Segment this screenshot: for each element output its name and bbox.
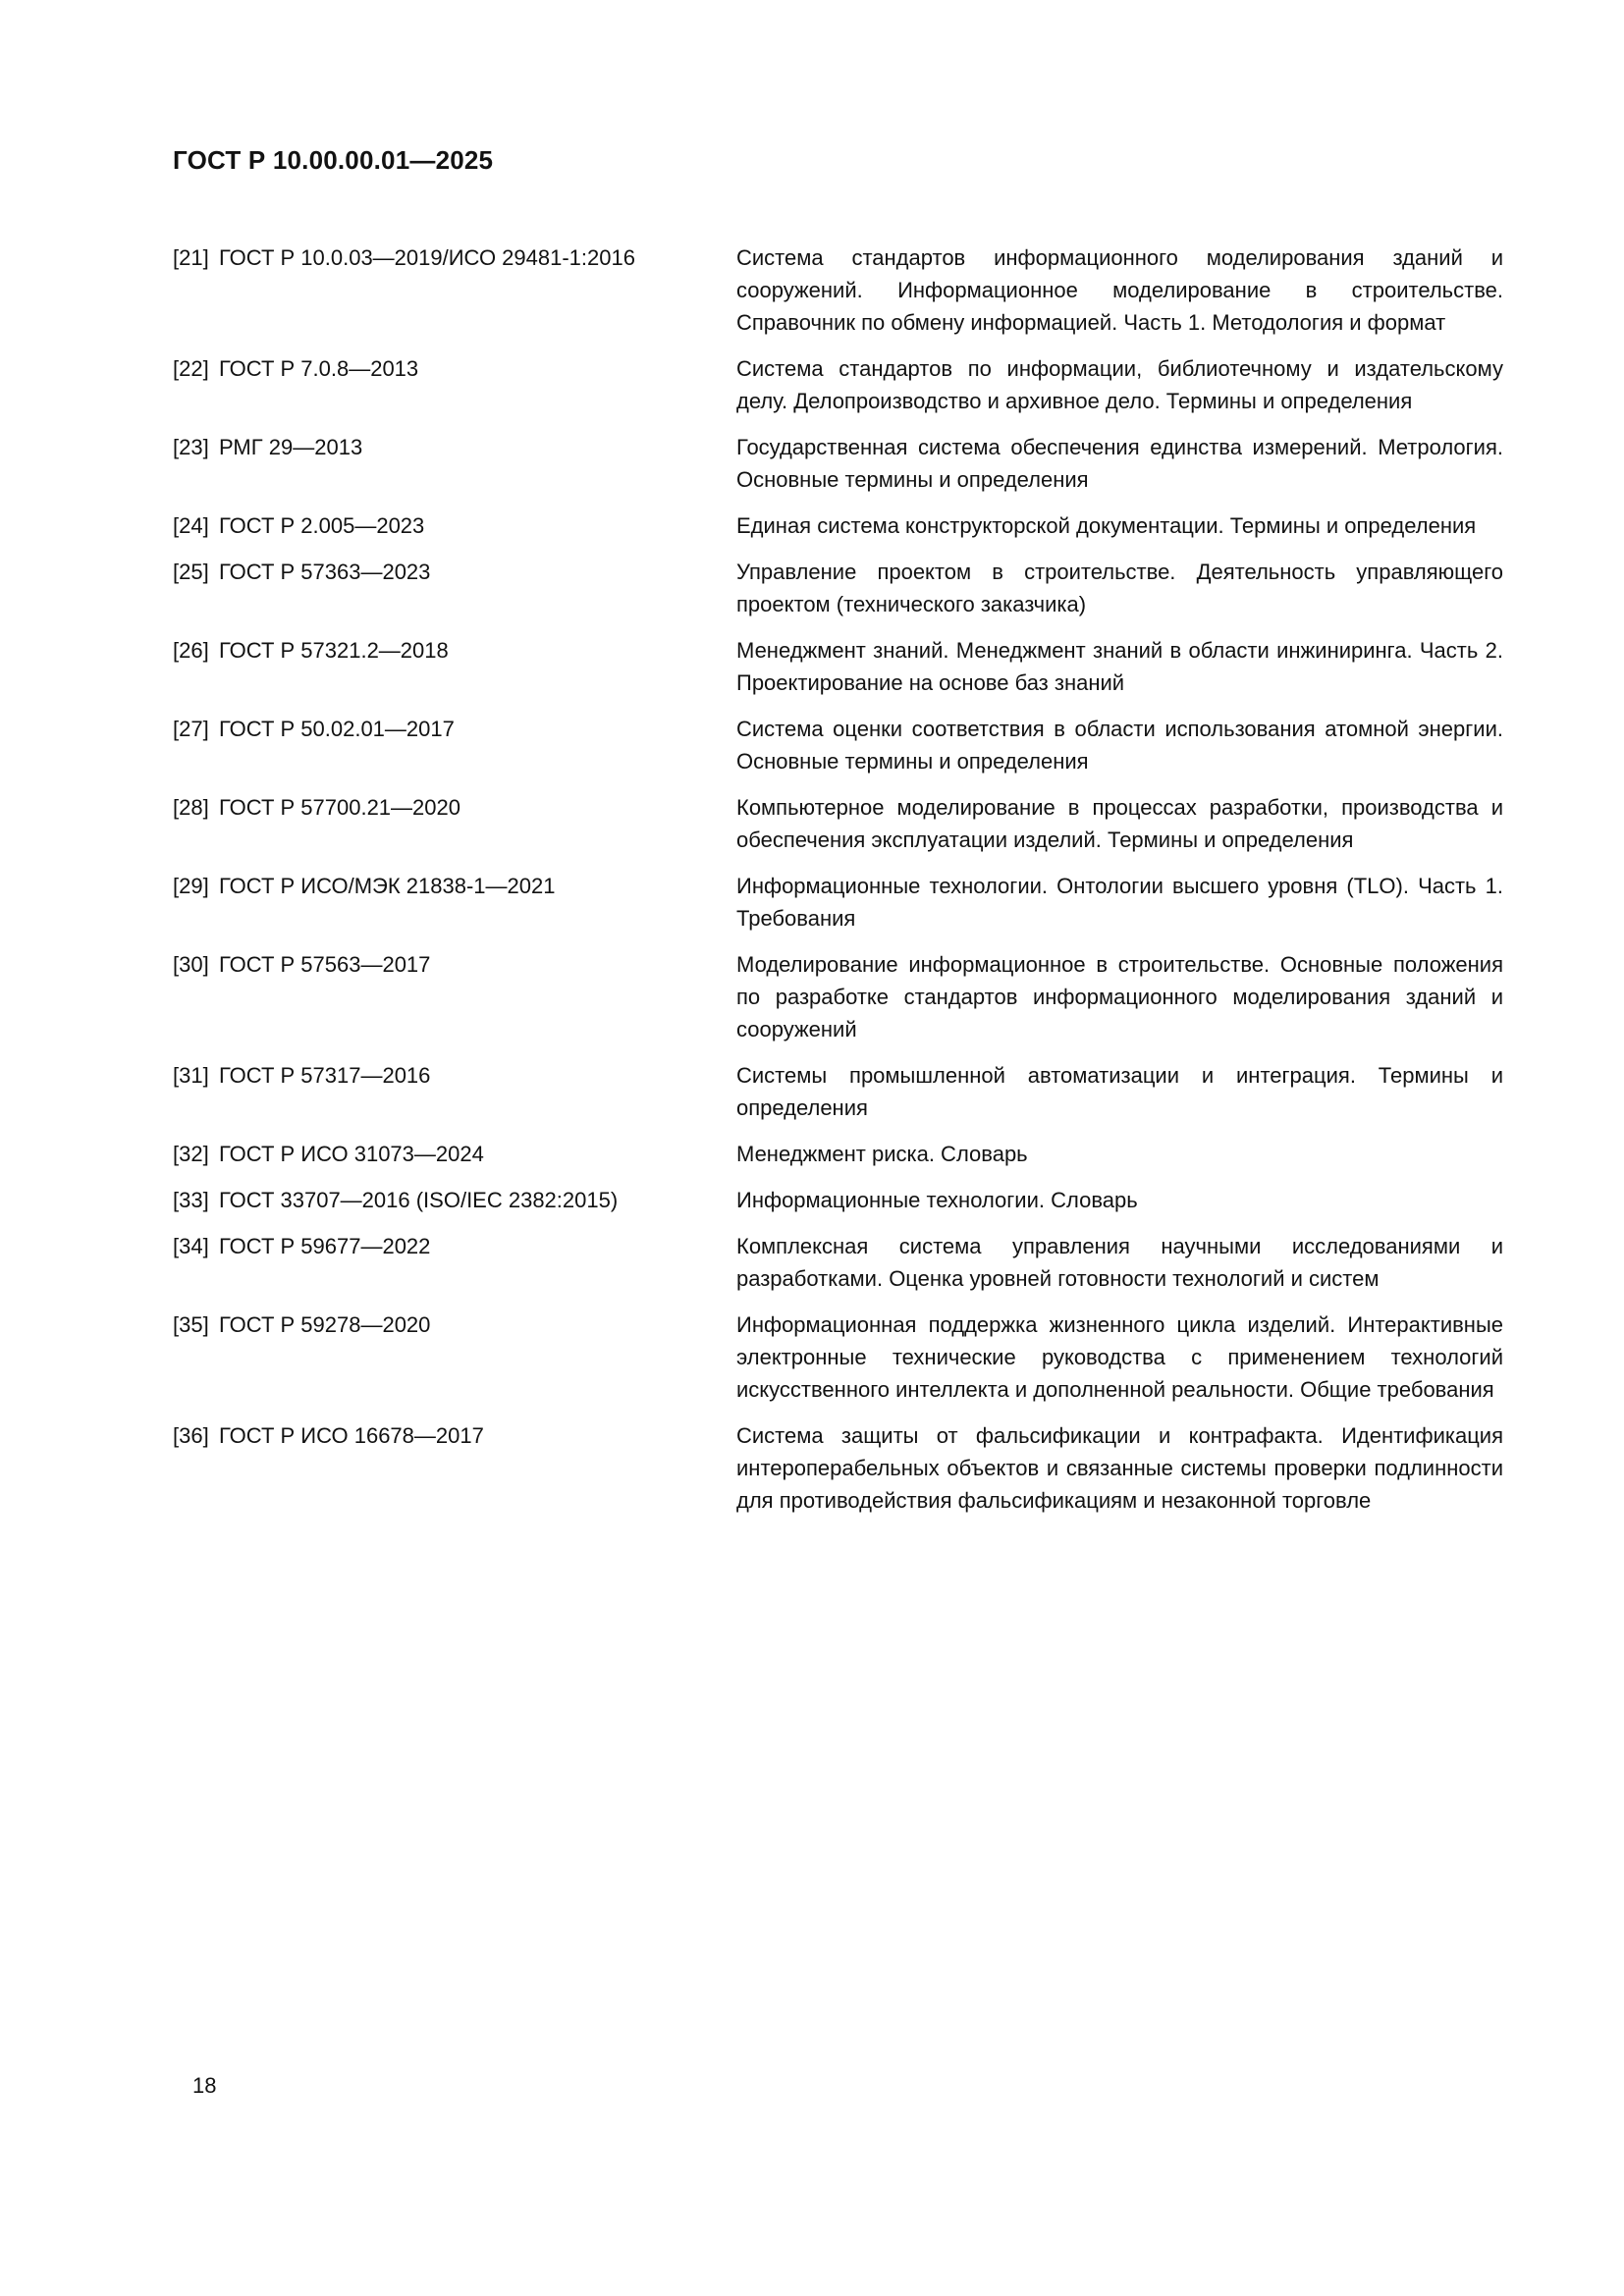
- reference-designation: ГОСТ Р 57321.2—2018: [219, 638, 449, 663]
- reference-description: Система стандартов информационного моделирования зданий и сооружений. Информационное моделирование в строительстве. Справочник по обмену информацией. Часть 1. Методология и формат: [736, 245, 1503, 335]
- reference-designation: ГОСТ Р ИСО 31073—2024: [219, 1142, 484, 1166]
- reference-number: [27]: [173, 717, 209, 741]
- reference-designation: ГОСТ Р 7.0.8—2013: [219, 356, 419, 381]
- reference-number: [23]: [173, 435, 209, 459]
- references-list: [173, 241, 1503, 1530]
- reference-designation: ГОСТ Р ИСО/МЭК 21838-1—2021: [219, 874, 556, 898]
- reference-number: [31]: [173, 1063, 209, 1088]
- reference-number: [24]: [173, 513, 209, 538]
- reference-entry: [173, 1308, 1503, 1406]
- reference-description: Система оценки соответствия в области использования атомной энергии. Основные термины и определения: [736, 717, 1503, 774]
- reference-designation: ГОСТ Р 57700.21—2020: [219, 795, 460, 820]
- reference-description: Компьютерное моделирование в процессах разработки, производства и обеспечения эксплуатации изделий. Термины и определения: [736, 795, 1503, 852]
- reference-entry: [173, 634, 1503, 699]
- reference-number: [34]: [173, 1234, 209, 1258]
- reference-number: [22]: [173, 356, 209, 381]
- reference-entry: [173, 1230, 1503, 1295]
- reference-entry: [173, 556, 1503, 620]
- reference-designation: ГОСТ Р 57563—2017: [219, 952, 431, 977]
- reference-number: [33]: [173, 1188, 209, 1212]
- reference-number: [35]: [173, 1312, 209, 1337]
- reference-description: Комплексная система управления научными исследованиями и разработками. Оценка уровней готовности технологий и систем: [736, 1234, 1503, 1291]
- reference-entry: [173, 870, 1503, 934]
- reference-number: [26]: [173, 638, 209, 663]
- reference-description: Информационные технологии. Онтологии высшего уровня (TLO). Часть 1. Требования: [736, 874, 1503, 931]
- reference-entry: [173, 241, 1503, 339]
- reference-description: Единая система конструкторской документации. Термины и определения: [736, 513, 1477, 538]
- reference-description: Менеджмент риска. Словарь: [736, 1142, 1028, 1166]
- reference-description: Управление проектом в строительстве. Деятельность управляющего проектом (технического заказчика): [736, 560, 1503, 616]
- reference-number: [36]: [173, 1423, 209, 1448]
- reference-description: Системы промышленной автоматизации и интеграция. Термины и определения: [736, 1063, 1503, 1120]
- reference-designation: РМГ 29—2013: [219, 435, 363, 459]
- reference-description: Система защиты от фальсификации и контрафакта. Идентификация интероперабельных объектов и связанные системы проверки подлинности для противодействия фальсификациям и незаконной торговле: [736, 1423, 1503, 1513]
- reference-entry: [173, 1059, 1503, 1124]
- reference-number: [25]: [173, 560, 209, 584]
- document-header: ГОСТ Р 10.00.00.01—2025: [173, 145, 494, 175]
- reference-number: [32]: [173, 1142, 209, 1166]
- reference-entry: [173, 948, 1503, 1045]
- reference-description: Государственная система обеспечения единства измерений. Метрология. Основные термины и определения: [736, 435, 1503, 492]
- reference-number: [21]: [173, 245, 209, 270]
- reference-entry: [173, 352, 1503, 417]
- reference-description: Моделирование информационное в строительстве. Основные положения по разработке стандартов информационного моделирования зданий и сооружений: [736, 952, 1503, 1041]
- reference-number: [29]: [173, 874, 209, 898]
- reference-entry: [173, 791, 1503, 856]
- reference-entry: [173, 431, 1503, 496]
- reference-designation: ГОСТ Р 50.02.01—2017: [219, 717, 455, 741]
- reference-description: Информационная поддержка жизненного цикла изделий. Интерактивные электронные технические руководства с применением технологий искусственного интеллекта и дополненной реальности. Общие требования: [736, 1312, 1503, 1402]
- reference-number: [28]: [173, 795, 209, 820]
- reference-description: Менеджмент знаний. Менеджмент знаний в области инжиниринга. Часть 2. Проектирование на основе баз знаний: [736, 638, 1503, 695]
- reference-entry: [173, 1419, 1503, 1517]
- reference-entry: [173, 1138, 1503, 1170]
- reference-designation: ГОСТ Р 59278—2020: [219, 1312, 431, 1337]
- reference-number: [30]: [173, 952, 209, 977]
- reference-entry: [173, 713, 1503, 777]
- reference-designation: ГОСТ Р 57317—2016: [219, 1063, 431, 1088]
- reference-description: Система стандартов по информации, библиотечному и издательскому делу. Делопроизводство и архивное дело. Термины и определения: [736, 356, 1503, 413]
- reference-designation: ГОСТ Р 10.0.03—2019/ИСО 29481-1:2016: [219, 245, 635, 270]
- reference-description: Информационные технологии. Словарь: [736, 1188, 1138, 1212]
- reference-designation: ГОСТ Р ИСО 16678—2017: [219, 1423, 484, 1448]
- reference-designation: ГОСТ Р 2.005—2023: [219, 513, 425, 538]
- reference-entry: [173, 509, 1503, 542]
- reference-entry: [173, 1184, 1503, 1216]
- reference-designation: ГОСТ 33707—2016 (ISO/IEC 2382:2015): [219, 1188, 619, 1212]
- reference-designation: ГОСТ Р 59677—2022: [219, 1234, 431, 1258]
- reference-designation: ГОСТ Р 57363—2023: [219, 560, 431, 584]
- page-number: 18: [192, 2073, 217, 2098]
